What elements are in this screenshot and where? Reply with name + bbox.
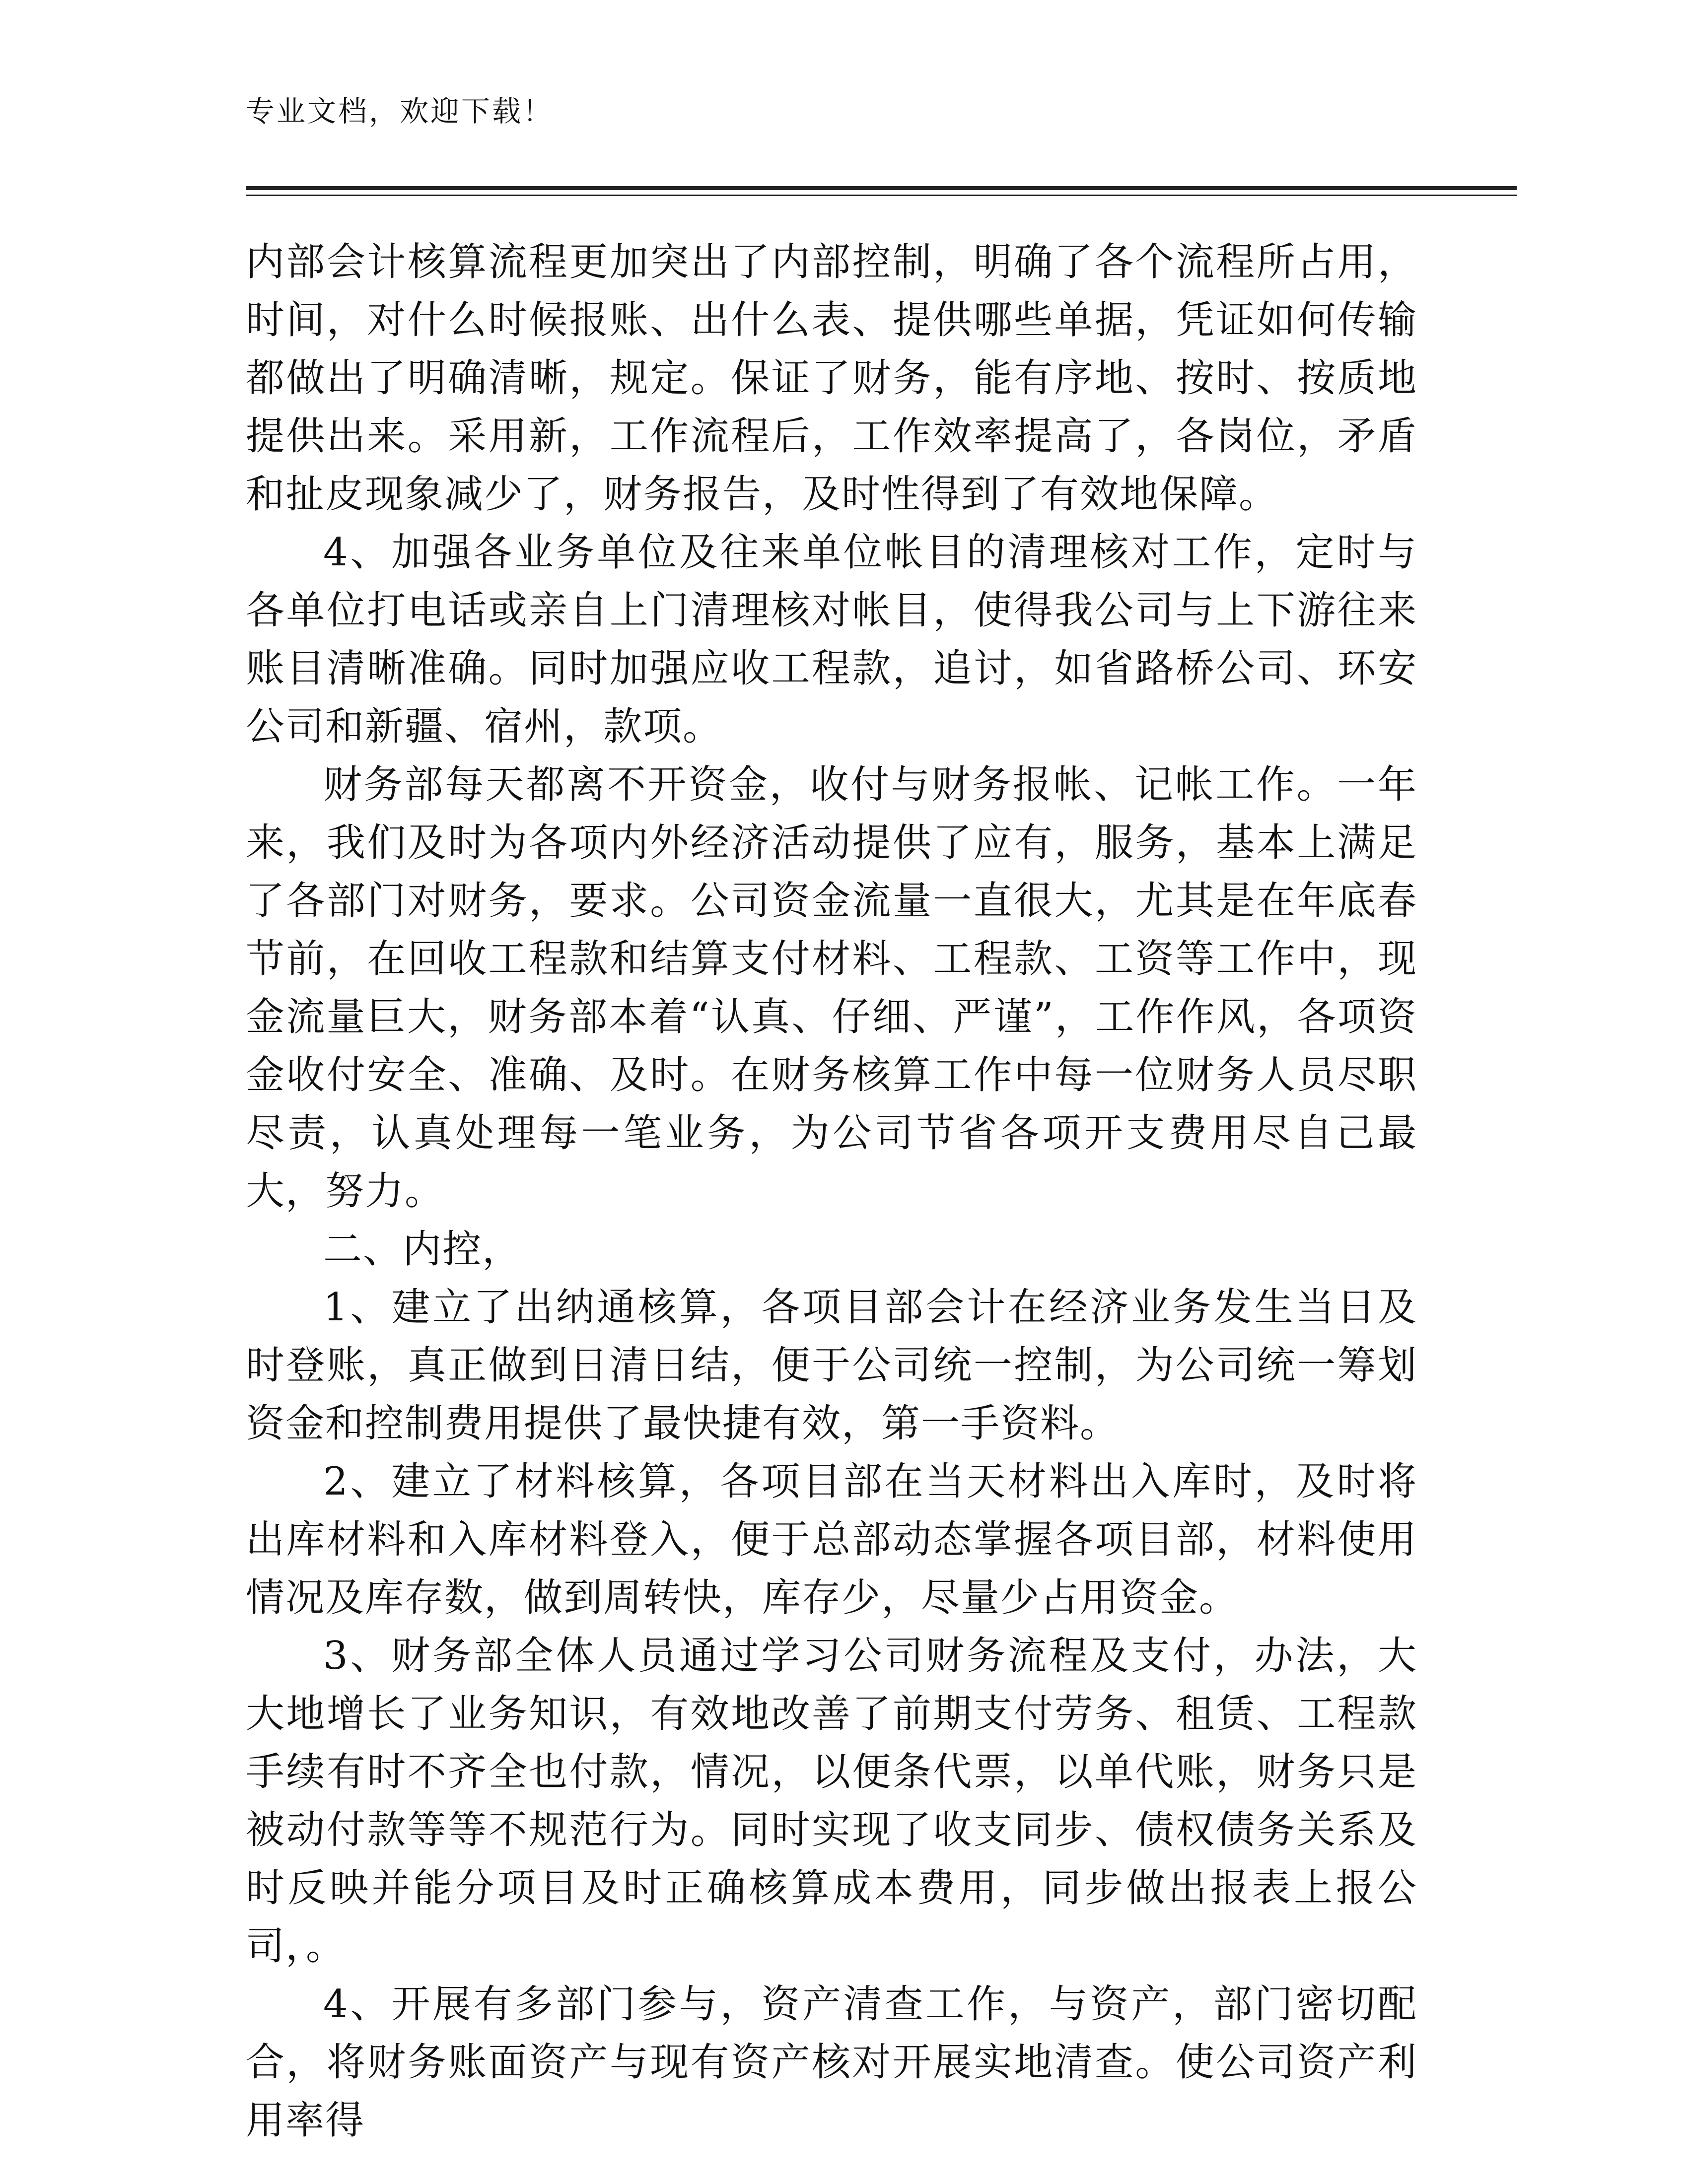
- header-divider-thin: [246, 195, 1517, 196]
- paragraph-item-2-materials: 2、建立了材料核算，各项目部在当天材料出入库时，及时将出库材料和入库材料登入，便于总部动态掌握各项目部，材料使用情况及库存数，做到周转快，库存少，尽量少占用资金。: [246, 1459, 1417, 1620]
- paragraph-item-3-process: 3、财务部全体人员通过学习公司财务流程及支付，办法，大大地增长了业务知识，有效地改善了前期支付劳务、租赁、工程款手续有时不齐全也付款，情况，以便条代票，以单代账，财务只是被动付款等等不规范行为。同时实现了收支同步、债权债务关系及时反映并能分项目及时正确核算成本费用，同步做出报表上报公司，。: [246, 1634, 1417, 1969]
- page-header: 专业文档，欢迎下载！: [246, 94, 554, 128]
- section-heading-internal-control: 二、内控，: [323, 1227, 522, 1272]
- paragraph-item-1-cashier: 1、建立了出纳通核算，各项目部会计在经济业务发生当日及时登账，真正做到日清日结，便于公司统一控制，为公司统一筹划资金和控制费用提供了最快捷有效，第一手资料。: [246, 1285, 1417, 1446]
- paragraph-item-4-reconciliation: 4、加强各业务单位及往来单位帐目的清理核对工作，定时与各单位打电话或亲自上门清理核对帐目，使得我公司与上下游往来账目清晰准确。同时加强应收工程款，追讨，如省路桥公司、环安公司和新疆、宿州，款项。: [246, 530, 1417, 749]
- header-divider-thick: [246, 186, 1517, 190]
- paragraph-funds: 财务部每天都离不开资金，收付与财务报帐、记帐工作。一年来，我们及时为各项内外经济活动提供了应有，服务，基本上满足了各部门对财务，要求。公司资金流量一直很大，尤其是在年底春节前，在回收工程款和结算支付材料、工程款、工资等工作中，现金流量巨大，财务部本着“认真、仔细、严谨”，工作作风，各项资金收付安全、准确、及时。在财务核算工作中每一位财务人员尽职尽责，认真处理每一笔业务，为公司节省各项开支费用尽自己最大，努力。: [246, 762, 1417, 1214]
- paragraph-item-4-assets: 4、开展有多部门参与，资产清查工作，与资产，部门密切配合，将财务账面资产与现有资产核对开展实地清查。使公司资产利用率得: [246, 1982, 1417, 2143]
- paragraph-continuation: 内部会计核算流程更加突出了内部控制，明确了各个流程所占用，时间，对什么时候报账、出什么表、提供哪些单据，凭证如何传输都做出了明确清晰，规定。保证了财务，能有序地、按时、按质地提供出来。采用新，工作流程后，工作效率提高了，各岗位，矛盾和扯皮现象减少了，财务报告，及时性得到了有效地保障。: [246, 240, 1417, 517]
- document-body: [246, 233, 1417, 2150]
